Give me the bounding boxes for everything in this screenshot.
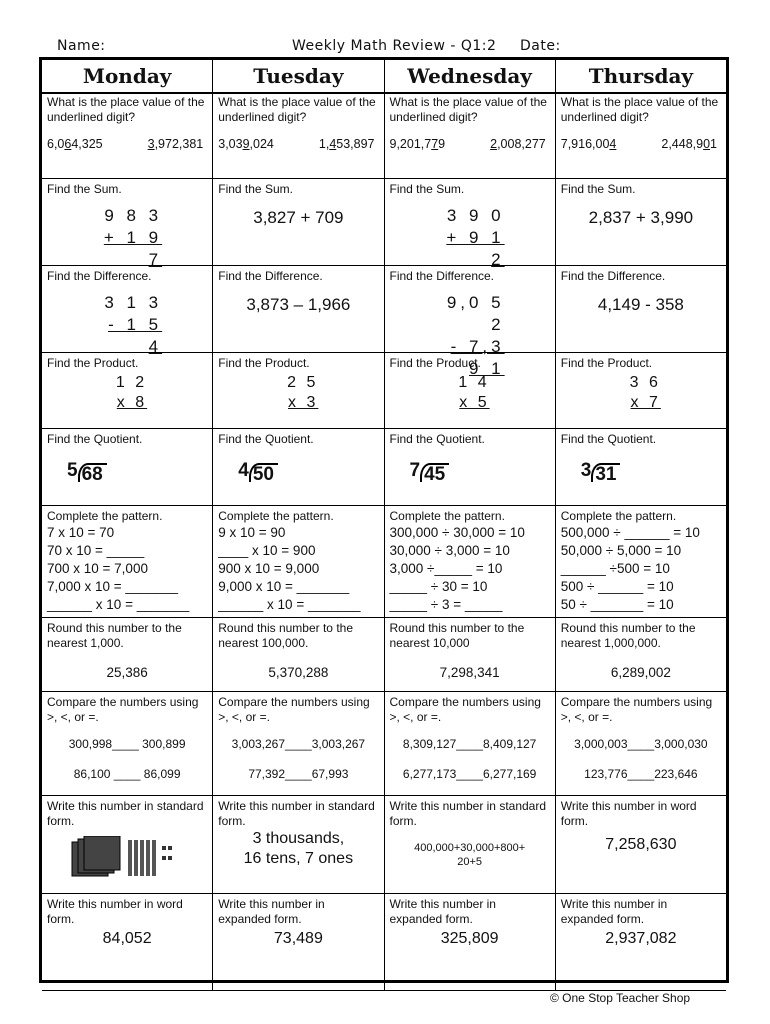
- bottom-number: - 7,3 9 1: [450, 337, 505, 378]
- cell-monday: [42, 92, 213, 178]
- place-value-number: 3,972,381: [147, 137, 204, 151]
- pattern-line: ______ x 10 = _______: [218, 597, 361, 612]
- cell-tuesday: [213, 179, 384, 265]
- pattern-line: 50 ÷ _______ = 10: [560, 597, 674, 612]
- place-value-prompt: What is the place value of the underlined digit?: [218, 95, 376, 124]
- pattern-lines: [390, 524, 550, 614]
- place-value-number: 2,448,901: [661, 137, 717, 151]
- round-prompt: Round this number to the nearest 100,000.: [218, 621, 353, 650]
- base-ten-blocks-image: [70, 836, 220, 882]
- product-prompt: Find the Product.: [560, 356, 653, 370]
- row-quotient: [42, 429, 726, 506]
- division-problem: [67, 460, 207, 485]
- cell-wednesday: [385, 179, 556, 269]
- one-unit: [162, 846, 166, 850]
- compare-pair: 300,998____ 300,899: [68, 737, 186, 751]
- product-prompt: Find the Product.: [218, 356, 310, 370]
- copyright-footer: © One Stop Teacher Shop: [550, 991, 691, 1005]
- place-value-number: 2,008,277: [490, 137, 546, 151]
- quotient-prompt: Find the Quotient.: [47, 432, 143, 446]
- worksheet-title: Weekly Math Review - Q1:2: [292, 38, 497, 54]
- sum-problem: 3,827 + 709: [253, 208, 344, 227]
- cell-monday: [42, 429, 213, 505]
- pattern-line: 9,000 x 10 = _______: [218, 579, 350, 594]
- divisor: 4: [238, 460, 249, 481]
- one-unit: [168, 846, 172, 850]
- pattern-prompt: Complete the pattern.: [389, 509, 505, 523]
- sum-prompt: Find the Sum.: [47, 182, 122, 196]
- bottom-number: x 3: [288, 394, 319, 411]
- round-value: 6,289,002: [610, 665, 671, 680]
- compare-pair: 8,309,127____8,409,127: [402, 737, 537, 751]
- difference-prompt: Find the Difference.: [389, 269, 495, 283]
- pattern-line: 3,000 ÷_____ = 10: [389, 561, 503, 576]
- top-number: 9,0 5 2: [446, 293, 505, 334]
- standard-prompt: Write this number in standard form.: [47, 799, 204, 828]
- worksheet-table: [39, 57, 729, 983]
- cell-monday: [42, 179, 213, 269]
- round-value: 5,370,288: [268, 665, 329, 680]
- cell-tuesday: [213, 618, 384, 691]
- last-value: 84,052: [102, 930, 152, 947]
- product-prompt: Find the Product.: [47, 356, 139, 370]
- pattern-prompt: Complete the pattern.: [47, 509, 163, 523]
- last-prompt: Write this number in expanded form.: [560, 897, 668, 926]
- product-problem: [621, 373, 661, 413]
- difference-stacked-problem: [92, 292, 162, 358]
- compare-prompt: Compare the numbers using >, <, or =.: [389, 695, 541, 724]
- sum-prompt: Find the Sum.: [389, 182, 465, 196]
- last-value: 73,489: [273, 930, 323, 947]
- day-monday: Monday: [42, 60, 213, 92]
- cell-thursday: [556, 92, 726, 178]
- pattern-line: ______ ÷500 = 10: [560, 561, 670, 576]
- compare-pair: 3,000,003____3,000,030: [574, 737, 708, 751]
- standard-value-line: 400,000+30,000+800+: [414, 842, 526, 854]
- cell-thursday: [556, 429, 726, 505]
- dividend: 68: [78, 463, 107, 482]
- quotient-prompt: Find the Quotient.: [560, 432, 657, 446]
- cell-monday: [42, 796, 213, 893]
- divisor: 3: [580, 460, 592, 481]
- standard-value-line: 20+5: [457, 856, 483, 868]
- pattern-line: 30,000 ÷ 3,000 = 10: [389, 543, 510, 558]
- difference-prompt: Find the Difference.: [218, 269, 323, 283]
- underlined-digit: 4: [609, 137, 617, 151]
- bottom-number: + 1 9 7: [103, 228, 163, 269]
- top-number: 3 9 0: [446, 206, 505, 225]
- row-compare: [42, 692, 726, 796]
- last-value: 2,937,082: [605, 930, 677, 947]
- standard-value: [561, 835, 721, 855]
- thousand-cube: [84, 836, 120, 870]
- sum-stacked-problem: [92, 205, 162, 271]
- standard-prompt: Write this number in word form.: [560, 799, 697, 828]
- name-label: Name:: [57, 38, 106, 54]
- difference-prompt: Find the Difference.: [47, 269, 152, 283]
- sum-prompt: Find the Sum.: [218, 182, 293, 196]
- cell-monday: [42, 618, 213, 691]
- standard-value: [390, 841, 550, 869]
- compare-prompt: Compare the numbers using >, <, or =.: [218, 695, 370, 724]
- last-prompt: Write this number in expanded form.: [218, 897, 325, 926]
- standard-prompt: Write this number in standard form.: [218, 799, 375, 828]
- cell-tuesday: [213, 429, 384, 505]
- place-value-numbers: [218, 137, 378, 152]
- cell-thursday: [556, 692, 726, 795]
- sum-problem: 2,837 + 3,990: [588, 208, 694, 227]
- pattern-line: 7 x 10 = 70: [47, 525, 115, 540]
- product-problem: [278, 373, 318, 413]
- standard-prompt: Write this number in standard form.: [389, 799, 547, 828]
- cell-tuesday: [213, 92, 384, 178]
- round-value: 7,298,341: [439, 665, 500, 680]
- pattern-line: 300,000 ÷ 30,000 = 10: [389, 525, 525, 540]
- day-wednesday: Wednesday: [385, 60, 556, 92]
- place-value-prompt: What is the place value of the underlined digit?: [47, 95, 205, 124]
- product-problem: [450, 373, 490, 413]
- cell-wednesday: [385, 353, 556, 428]
- division-problem: [238, 460, 378, 485]
- day-tuesday: Tuesday: [213, 60, 384, 92]
- cell-thursday: [556, 796, 726, 893]
- standard-value-line: 3 thousands,: [252, 830, 345, 847]
- underlined-digit: 0: [703, 137, 711, 151]
- row-word-expanded: [42, 894, 726, 991]
- pattern-line: 500,000 ÷ ______ = 10: [560, 525, 700, 540]
- underlined-digit: 6: [64, 137, 72, 151]
- cell-monday: [42, 266, 213, 356]
- pattern-line: 9 x 10 = 90: [218, 525, 286, 540]
- row-product: [42, 353, 726, 429]
- standard-value: [218, 829, 378, 869]
- round-prompt: Round this number to the nearest 1,000,000.: [560, 621, 696, 650]
- row-sum: [42, 179, 726, 269]
- place-value-number: 1,453,897: [318, 137, 375, 151]
- place-value-numbers: [561, 137, 721, 152]
- cell-thursday: [556, 894, 726, 990]
- top-number: 2 5: [287, 374, 319, 391]
- standard-value-line: 16 tens, 7 ones: [243, 850, 354, 867]
- last-prompt: Write this number in expanded form.: [389, 897, 496, 926]
- dividend: 45: [420, 463, 449, 482]
- pattern-lines: [218, 524, 378, 614]
- difference-prompt: Find the Difference.: [560, 269, 666, 283]
- pattern-prompt: Complete the pattern.: [560, 509, 677, 523]
- pattern-line: _____ ÷ 3 = _____: [389, 597, 503, 612]
- cell-tuesday: [213, 353, 384, 428]
- day-thursday: Thursday: [588, 64, 694, 88]
- pattern-line: 7,000 x 10 = _______: [47, 579, 178, 594]
- row-standard-form: [42, 796, 726, 894]
- place-value-number: 3,039,024: [218, 137, 274, 151]
- difference-problem: 3,873 – 1,966: [246, 295, 351, 314]
- dividend: 50: [249, 463, 278, 482]
- underlined-digit: 2: [490, 137, 498, 151]
- day-header-row: [42, 60, 726, 94]
- pattern-line: 50,000 ÷ 5,000 = 10: [560, 543, 682, 558]
- row-round: [42, 618, 726, 692]
- cell-tuesday: [213, 894, 384, 990]
- cell-thursday: [556, 266, 726, 352]
- division-problem: [580, 460, 721, 485]
- compare-pair: 86,100 ____ 86,099: [73, 767, 181, 781]
- sum-stacked-problem: [435, 205, 505, 271]
- dividend: 31: [591, 463, 620, 482]
- compare-pair: 123,776____223,646: [584, 767, 698, 781]
- pattern-line: ____ x 10 = 900: [218, 543, 316, 558]
- quotient-prompt: Find the Quotient.: [389, 432, 485, 446]
- bottom-number: x 7: [630, 394, 661, 411]
- place-value-numbers: [390, 137, 550, 152]
- place-value-number: 6,064,325: [47, 137, 103, 151]
- compare-pair: 77,392____67,993: [248, 767, 349, 781]
- bottom-number: x 8: [116, 394, 148, 411]
- sum-prompt: Find the Sum.: [560, 182, 636, 196]
- cell-monday: [42, 894, 213, 990]
- cell-wednesday: [385, 92, 556, 178]
- cell-wednesday: [385, 429, 556, 505]
- cell-thursday: [556, 618, 726, 691]
- product-prompt: Find the Product.: [389, 356, 481, 370]
- compare-pair: 3,003,267____3,003,267: [231, 737, 366, 751]
- place-value-number: 9,201,779: [389, 137, 446, 151]
- difference-problem: 4,149 - 358: [597, 295, 684, 314]
- pattern-line: ______ x 10 = _______: [47, 597, 190, 612]
- top-number: 1 4: [458, 374, 490, 391]
- division-problem: [409, 460, 550, 485]
- pattern-lines: [561, 524, 721, 614]
- one-unit: [162, 856, 166, 860]
- divisor: 5: [67, 460, 78, 481]
- cell-wednesday: [385, 692, 556, 795]
- row-place-value: [42, 92, 726, 179]
- cell-monday: [42, 353, 213, 428]
- cell-thursday: [556, 506, 726, 617]
- underlined-digit: 3: [147, 137, 155, 151]
- quotient-prompt: Find the Quotient.: [218, 432, 314, 446]
- cell-tuesday: [213, 266, 384, 352]
- cell-thursday: [556, 179, 726, 265]
- underlined-digit: 9: [242, 137, 250, 151]
- cell-tuesday: [213, 796, 384, 893]
- round-prompt: Round this number to the nearest 10,000: [389, 621, 525, 650]
- compare-prompt: Compare the numbers using >, <, or =.: [560, 695, 713, 724]
- ten-rod: [134, 840, 138, 876]
- top-number: 3 1 3: [104, 293, 163, 312]
- bottom-number: - 1 5 4: [108, 315, 163, 356]
- divisor: 7: [409, 460, 421, 481]
- product-problem: [107, 373, 147, 413]
- underlined-digit: 7: [431, 137, 439, 151]
- date-label: Date:: [520, 38, 561, 54]
- underlined-digit: 4: [329, 137, 337, 151]
- compare-pair: 6,277,173____6,277,169: [402, 767, 537, 781]
- ten-rod: [140, 840, 144, 876]
- pattern-line: 900 x 10 = 9,000: [218, 561, 320, 576]
- pattern-line: 700 x 10 = 7,000: [47, 561, 148, 576]
- top-number: 3 6: [629, 374, 661, 391]
- pattern-lines: [47, 524, 207, 614]
- cell-wednesday: [385, 894, 556, 990]
- place-value-prompt: What is the place value of the underlined digit?: [560, 95, 719, 124]
- cell-wednesday: [385, 618, 556, 691]
- round-prompt: Round this number to the nearest 1,000.: [47, 621, 182, 650]
- cell-wednesday: [385, 506, 556, 617]
- round-value: 25,386: [106, 665, 148, 680]
- place-value-number: 7,916,004: [560, 137, 617, 151]
- compare-prompt: Compare the numbers using >, <, or =.: [47, 695, 199, 724]
- cell-monday: [42, 692, 213, 795]
- row-pattern: [42, 506, 726, 618]
- cell-tuesday: [213, 692, 384, 795]
- cell-wednesday: [385, 796, 556, 893]
- last-value: 325,809: [440, 930, 499, 947]
- bottom-number: + 9 1 2: [446, 228, 505, 269]
- standard-value-line: 7,258,630: [605, 836, 677, 853]
- question-grid: [42, 92, 726, 991]
- pattern-prompt: Complete the pattern.: [218, 509, 334, 523]
- last-prompt: Write this number in word form.: [47, 897, 183, 926]
- bottom-number: x 5: [459, 394, 490, 411]
- one-unit: [168, 856, 172, 860]
- ten-rod: [146, 840, 150, 876]
- cell-tuesday: [213, 506, 384, 617]
- cell-monday: [42, 506, 213, 617]
- pattern-line: 500 ÷ ______ = 10: [560, 579, 674, 594]
- top-number: 1 2: [115, 374, 148, 391]
- place-value-numbers: [47, 137, 207, 152]
- top-number: 9 8 3: [104, 206, 163, 225]
- cell-thursday: [556, 353, 726, 428]
- pattern-line: _____ ÷ 30 = 10: [389, 579, 488, 594]
- pattern-line: 70 x 10 = _____: [47, 543, 145, 558]
- ten-rod: [128, 840, 132, 876]
- ten-rod: [152, 840, 156, 876]
- place-value-prompt: What is the place value of the underlined digit?: [389, 95, 547, 124]
